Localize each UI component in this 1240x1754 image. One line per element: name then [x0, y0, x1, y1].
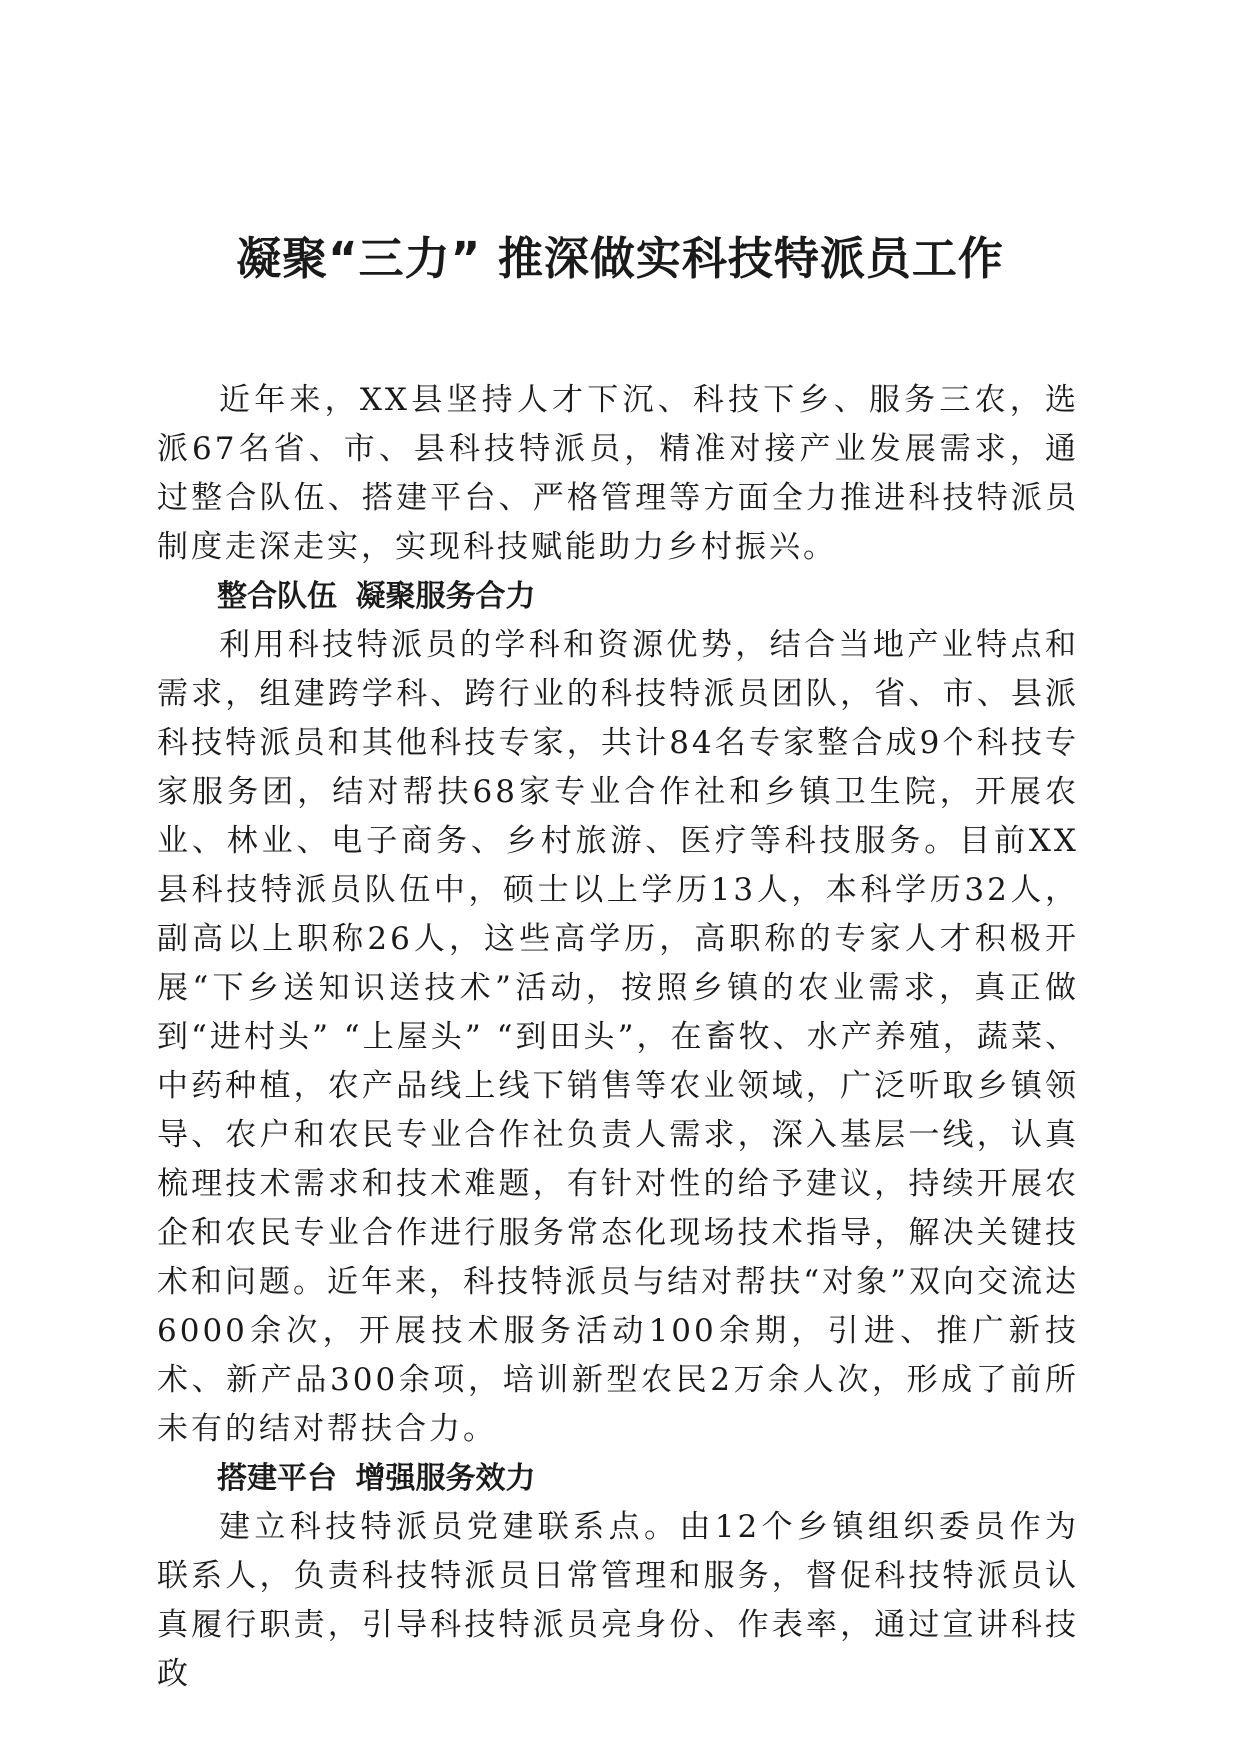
section-paragraph-platform: 建立科技特派员党建联系点。由12个乡镇组织委员作为联系人，负责科技特派员日常管理和服务，督促科技特派员认真履行职责，引导科技特派员亮身份、作表率，通过宣讲科技政: [157, 1509, 1079, 1692]
document-title: 凝聚“三力” 推深做实科技特派员工作: [236, 232, 1004, 285]
intro-paragraph: 近年来，XX县坚持人才下沉、科技下乡、服务三农，选派67名省、市、县科技特派员，精准对接产业发展需求，通过整合队伍、搭建平台、严格管理等方面全力推进科技特派员制度走深走实，实现科技赋能助力乡村振兴。: [157, 382, 1079, 565]
section-paragraph-team: 利用科技特派员的学科和资源优势，结合当地产业特点和需求，组建跨学科、跨行业的科技特派员团队，省、市、县派科技特派员和其他科技专家，共计84名专家整合成9个科技专家服务团，结对帮扶68家专业合作社和乡镇卫生院，开展农业、林业、电子商务、乡村旅游、医疗等科技服务。目前XX县科技特派员队伍中，硕士以上学历13人，本科学历32人，副高以上职称26人，这些高学历，高职称的专家人才积极开展“下乡送知识送技术”活动，按照乡镇的农业需求，真正做到“进村头” “上屋头” “到田头”，在畜牧、水产养殖，蔬菜、中药种植，农产品线上线下销售等农业领域，广泛听取乡镇领导、农户和农民专业合作社负责人需求，深入基层一线，认真梳理技术需求和技术难题，有针对性的给予建议，持续开展农企和农民专业合作进行服务常态化现场技术指导，解决关键技术和问题。近年来，科技特派员与结对帮扶“对象”双向交流达6000余次，开展技术服务活动100余期，引进、推广新技术、新产品300余项，培训新型农民2万余人次，形成了前所未有的结对帮扶合力。: [157, 627, 1079, 1447]
section-heading-team: 整合队伍 凝聚服务合力: [217, 579, 536, 614]
document-body: [157, 376, 1079, 1699]
section-heading-platform: 搭建平台 增强服务效力: [217, 1461, 536, 1496]
